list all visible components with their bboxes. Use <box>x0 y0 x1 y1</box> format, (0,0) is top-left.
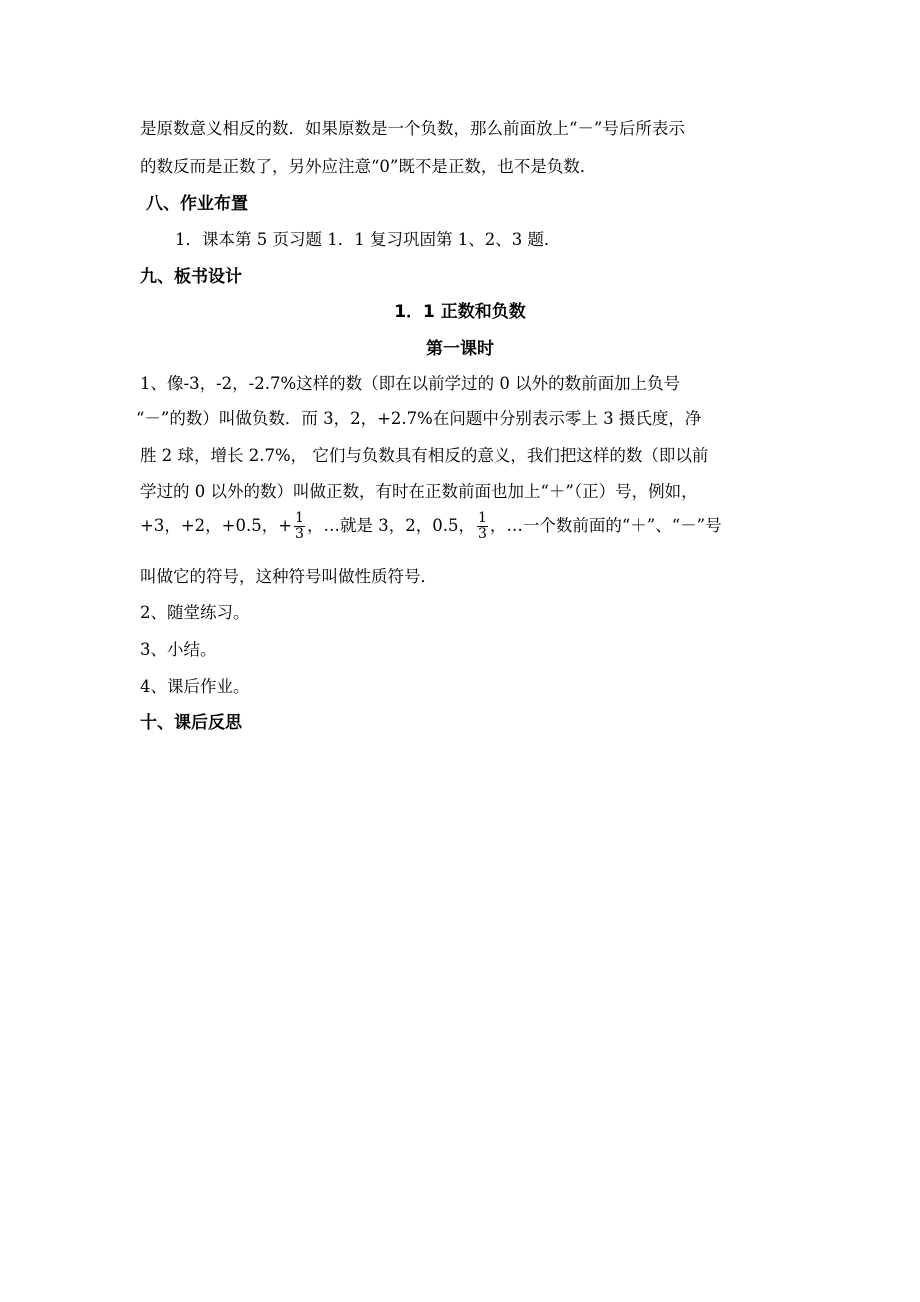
section-heading-reflection: 十、课后反思 <box>140 713 242 733</box>
text-segment: ，…就是 3，2，0.5， <box>306 516 475 535</box>
board-subtitle: 第一课时 <box>426 339 494 359</box>
paragraph-line: “－”的数）叫做负数．而 3，2，+2.7%在问题中分别表示零上 3 摄氏度，净 <box>136 409 702 428</box>
fraction-numerator: 1 <box>477 510 487 526</box>
paragraph-line: 胜 2 球，增长 2.7%， 它们与负数具有相反的意义，我们把这样的数（即以前 <box>140 446 709 465</box>
fraction-numerator: 1 <box>295 510 304 526</box>
list-item: 3、小结。 <box>140 640 217 659</box>
paragraph-line-with-fractions <box>140 511 722 542</box>
board-title: 1．1 正数和负数 <box>394 302 526 322</box>
paragraph-line: 是原数意义相反的数．如果原数是一个负数，那么前面放上“－”号后所表示 <box>140 119 685 138</box>
section-heading-board-design: 九、板书设计 <box>140 267 242 287</box>
fraction <box>477 511 488 542</box>
fraction-denominator: 3 <box>295 526 304 542</box>
paragraph-line: 叫做它的符号，这种符号叫做性质符号． <box>140 567 437 586</box>
list-item: 4、课后作业。 <box>140 677 250 696</box>
paragraph-line: 1、像-3，-2，-2.7%这样的数（即在以前学过的 0 以外的数前面加上负号 <box>140 374 681 393</box>
list-item: 2、随堂练习。 <box>140 603 250 622</box>
paragraph-line: 学过的 0 以外的数）叫做正数，有时在正数前面也加上“＋”（正）号，例如， <box>140 482 698 501</box>
text-segment: ，…一个数前面的“＋”、“－”号 <box>489 516 722 535</box>
section-heading-homework: 八、作业布置 <box>146 194 248 214</box>
fraction-denominator: 3 <box>477 526 487 542</box>
homework-item: 1．课本第 5 页习题 1．1 复习巩固第 1、2、3 题． <box>175 230 561 249</box>
fraction <box>294 511 305 542</box>
text-segment: +3，+2，+0.5，+ <box>140 516 293 535</box>
paragraph-line: 的数反而是正数了，另外应注意“0”既不是正数，也不是负数． <box>140 157 597 176</box>
